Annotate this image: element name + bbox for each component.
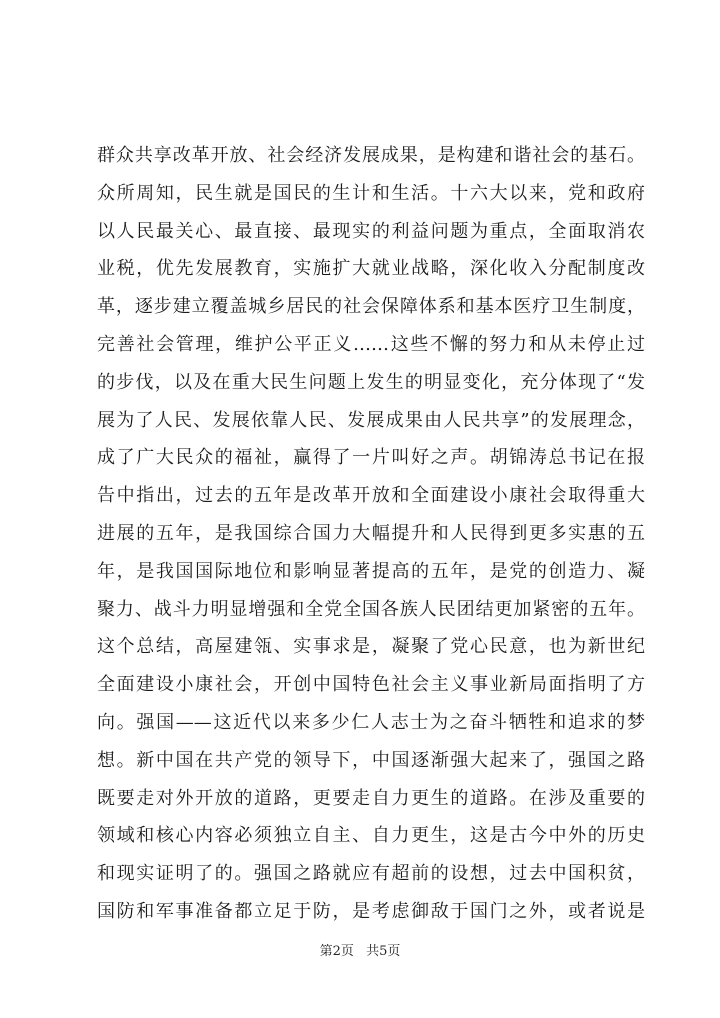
text-line: 展为了人民、发展依靠人民、发展成果由人民共享”的发展理念，: [97, 409, 645, 431]
text-line: 全面建设小康社会，开创中国特色社会主义事业新局面指明了方: [97, 674, 645, 696]
text-line: 既要走对外开放的道路，更要走自力更生的道路。在涉及重要的: [97, 787, 645, 809]
text-line: 群众共享改革开放、社会经济发展成果，是构建和谐社会的基石。: [97, 145, 645, 166]
text-line: 和现实证明了的。强国之路就应有超前的设想，过去中国积贫，: [97, 863, 645, 885]
text-line: 国防和军事准备都立足于防，是考虑御敌于国门之外，或者说是: [97, 900, 645, 922]
text-line: 进展的五年，是我国综合国力大幅提升和人民得到更多实惠的五: [97, 522, 645, 544]
page-total: 共5页: [366, 944, 401, 959]
text-line: 领域和核心内容必须独立自主、自力更生，这是古今中外的历史: [97, 825, 645, 847]
body-text: [97, 137, 645, 931]
text-line: 聚力、战斗力明显增强和全党全国各族人民团结更加紧密的五年。: [97, 598, 645, 620]
text-line: 年，是我国国际地位和影响显著提高的五年，是党的创造力、凝: [97, 560, 645, 582]
text-line: 业税，优先发展教育，实施扩大就业战略，深化收入分配制度改: [97, 258, 645, 280]
text-line: 这个总结，高屋建瓴、实事求是，凝聚了党心民意，也为新世纪: [97, 636, 645, 658]
text-line: 成了广大民众的福祉，赢得了一片叫好之声。胡锦涛总书记在报: [97, 447, 645, 469]
text-line: 革，逐步建立覆盖城乡居民的社会保障体系和基本医疗卫生制度，: [97, 296, 645, 318]
text-line: 的步伐，以及在重大民生问题上发生的明显变化，充分体现了“发: [97, 371, 645, 393]
text-line: 告中指出，过去的五年是改革开放和全面建设小康社会取得重大: [97, 485, 645, 507]
text-line: 向。强国——这近代以来多少仁人志士为之奋斗牺牲和追求的梦: [97, 711, 645, 733]
text-line: 想。新中国在共产党的领导下，中国逐渐强大起来了，强国之路: [97, 749, 645, 771]
page-footer: [0, 940, 720, 959]
text-line: 众所周知，民生就是国民的生计和生活。十六大以来，党和政府: [97, 182, 645, 204]
text-line: 以人民最关心、最直接、最现实的利益问题为重点，全面取消农: [97, 220, 645, 242]
page-number: 第2页: [319, 944, 354, 959]
text-line: 完善社会管理，维护公平正义……这些不懈的努力和从未停止过: [97, 333, 645, 355]
